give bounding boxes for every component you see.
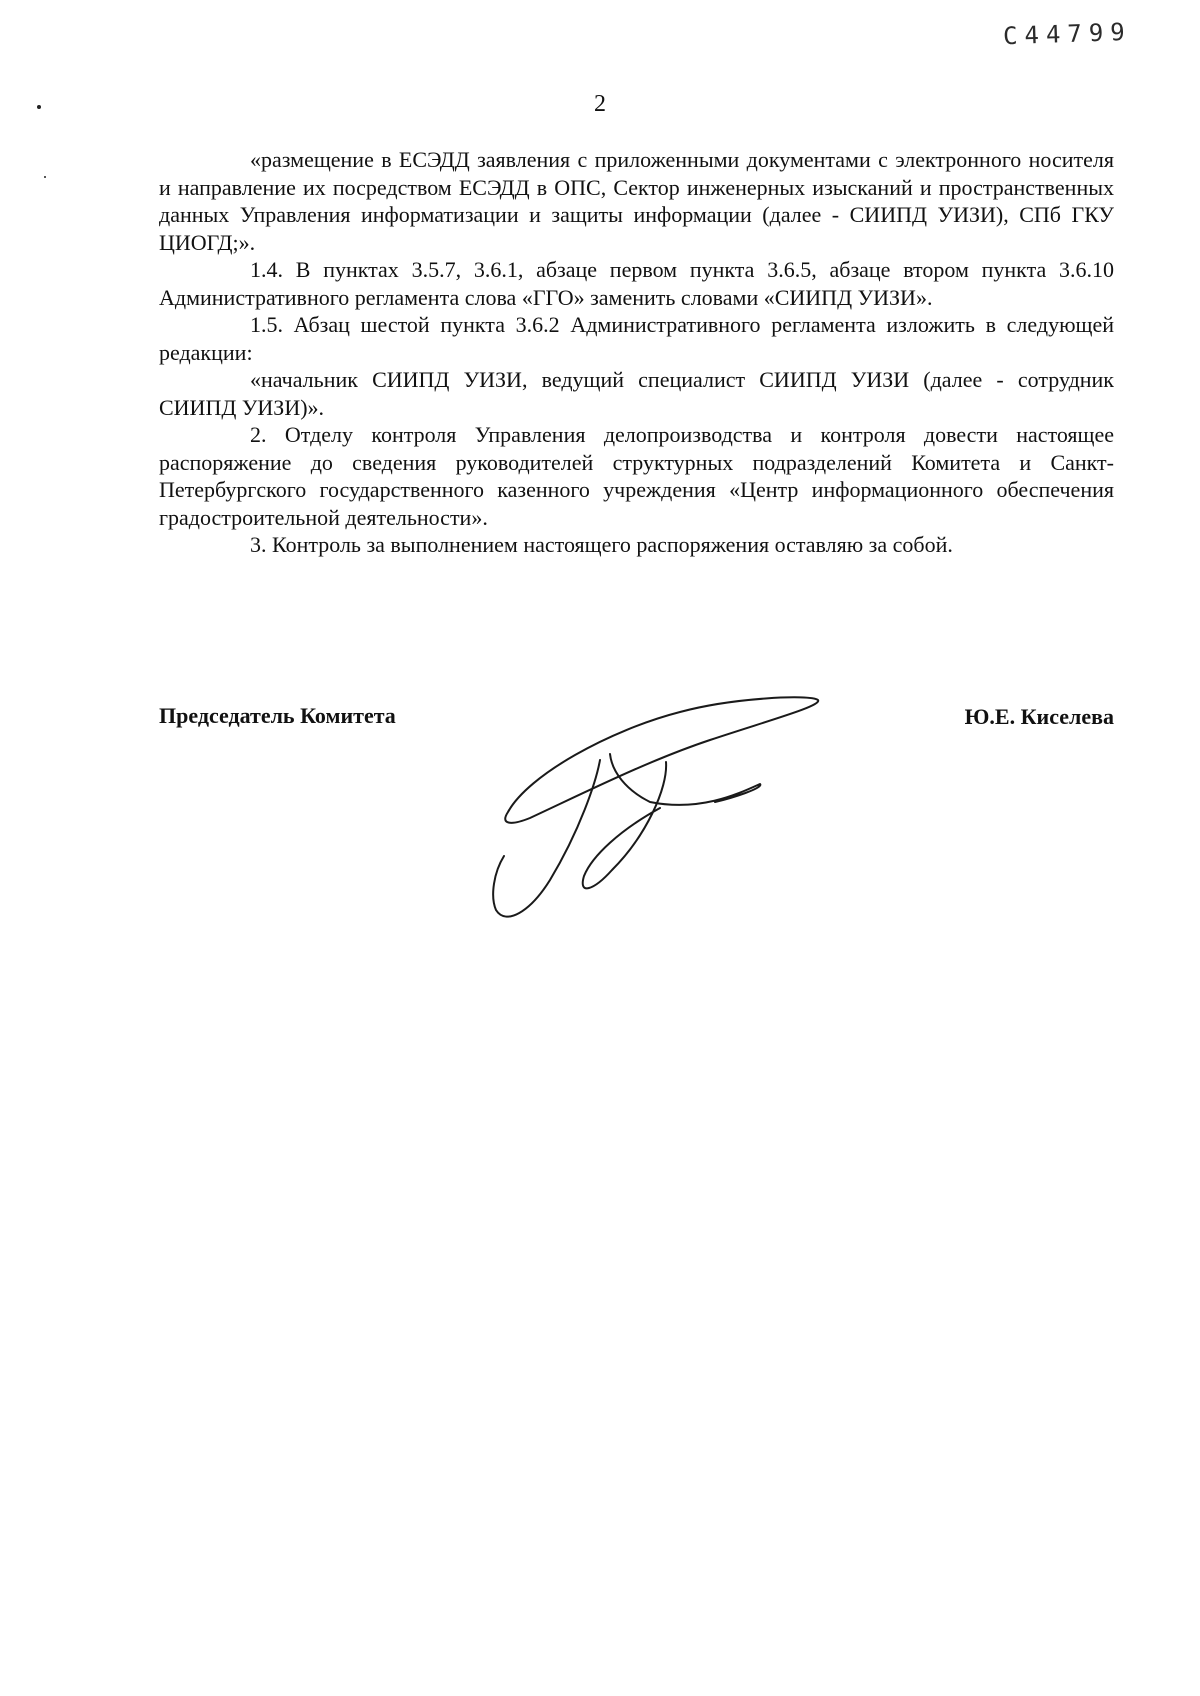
signer-name: Ю.Е. Киселева (964, 704, 1114, 729)
handwritten-signature (470, 690, 830, 930)
signer-position: Председатель Комитета (159, 703, 396, 728)
paragraph: 2. Отделу контроля Управления делопроизводства и контроля довести настоящее распоряжение до сведения руководителей структурных подразделений Комитета и Санкт-Петербургского государственного казенного учреждения «Центр информационного обеспечения градостроительной деятельности». (159, 422, 1114, 530)
document-body (159, 146, 1114, 559)
paragraph: «размещение в ЕСЭДД заявления с приложенными документами с электронного носителя и направление их посредством ЕСЭДД в ОПС, Сектор инженерных изысканий и пространственных данных Управления информатизации и защиты информации (далее - СИИПД УИЗИ), СПб ГКУ ЦИОГД;». (159, 147, 1114, 255)
paragraph: 1.4. В пунктах 3.5.7, 3.6.1, абзаце первом пункта 3.6.5, абзаце втором пункта 3.6.10 Административного регламента слова «ГГО» заменить словами «СИИПД УИЗИ». (159, 257, 1114, 310)
scan-speck (44, 176, 46, 178)
handwritten-document-number: C44799 (1002, 17, 1133, 51)
paragraph: 1.5. Абзац шестой пункта 3.6.2 Административного регламента изложить в следующей редакции: (159, 312, 1114, 365)
paragraph: 3. Контроль за выполнением настоящего распоряжения оставляю за собой. (250, 532, 953, 557)
page-number: 2 (594, 91, 606, 117)
paragraph: «начальник СИИПД УИЗИ, ведущий специалист СИИПД УИЗИ (далее - сотрудник СИИПД УИЗИ)». (159, 367, 1114, 420)
